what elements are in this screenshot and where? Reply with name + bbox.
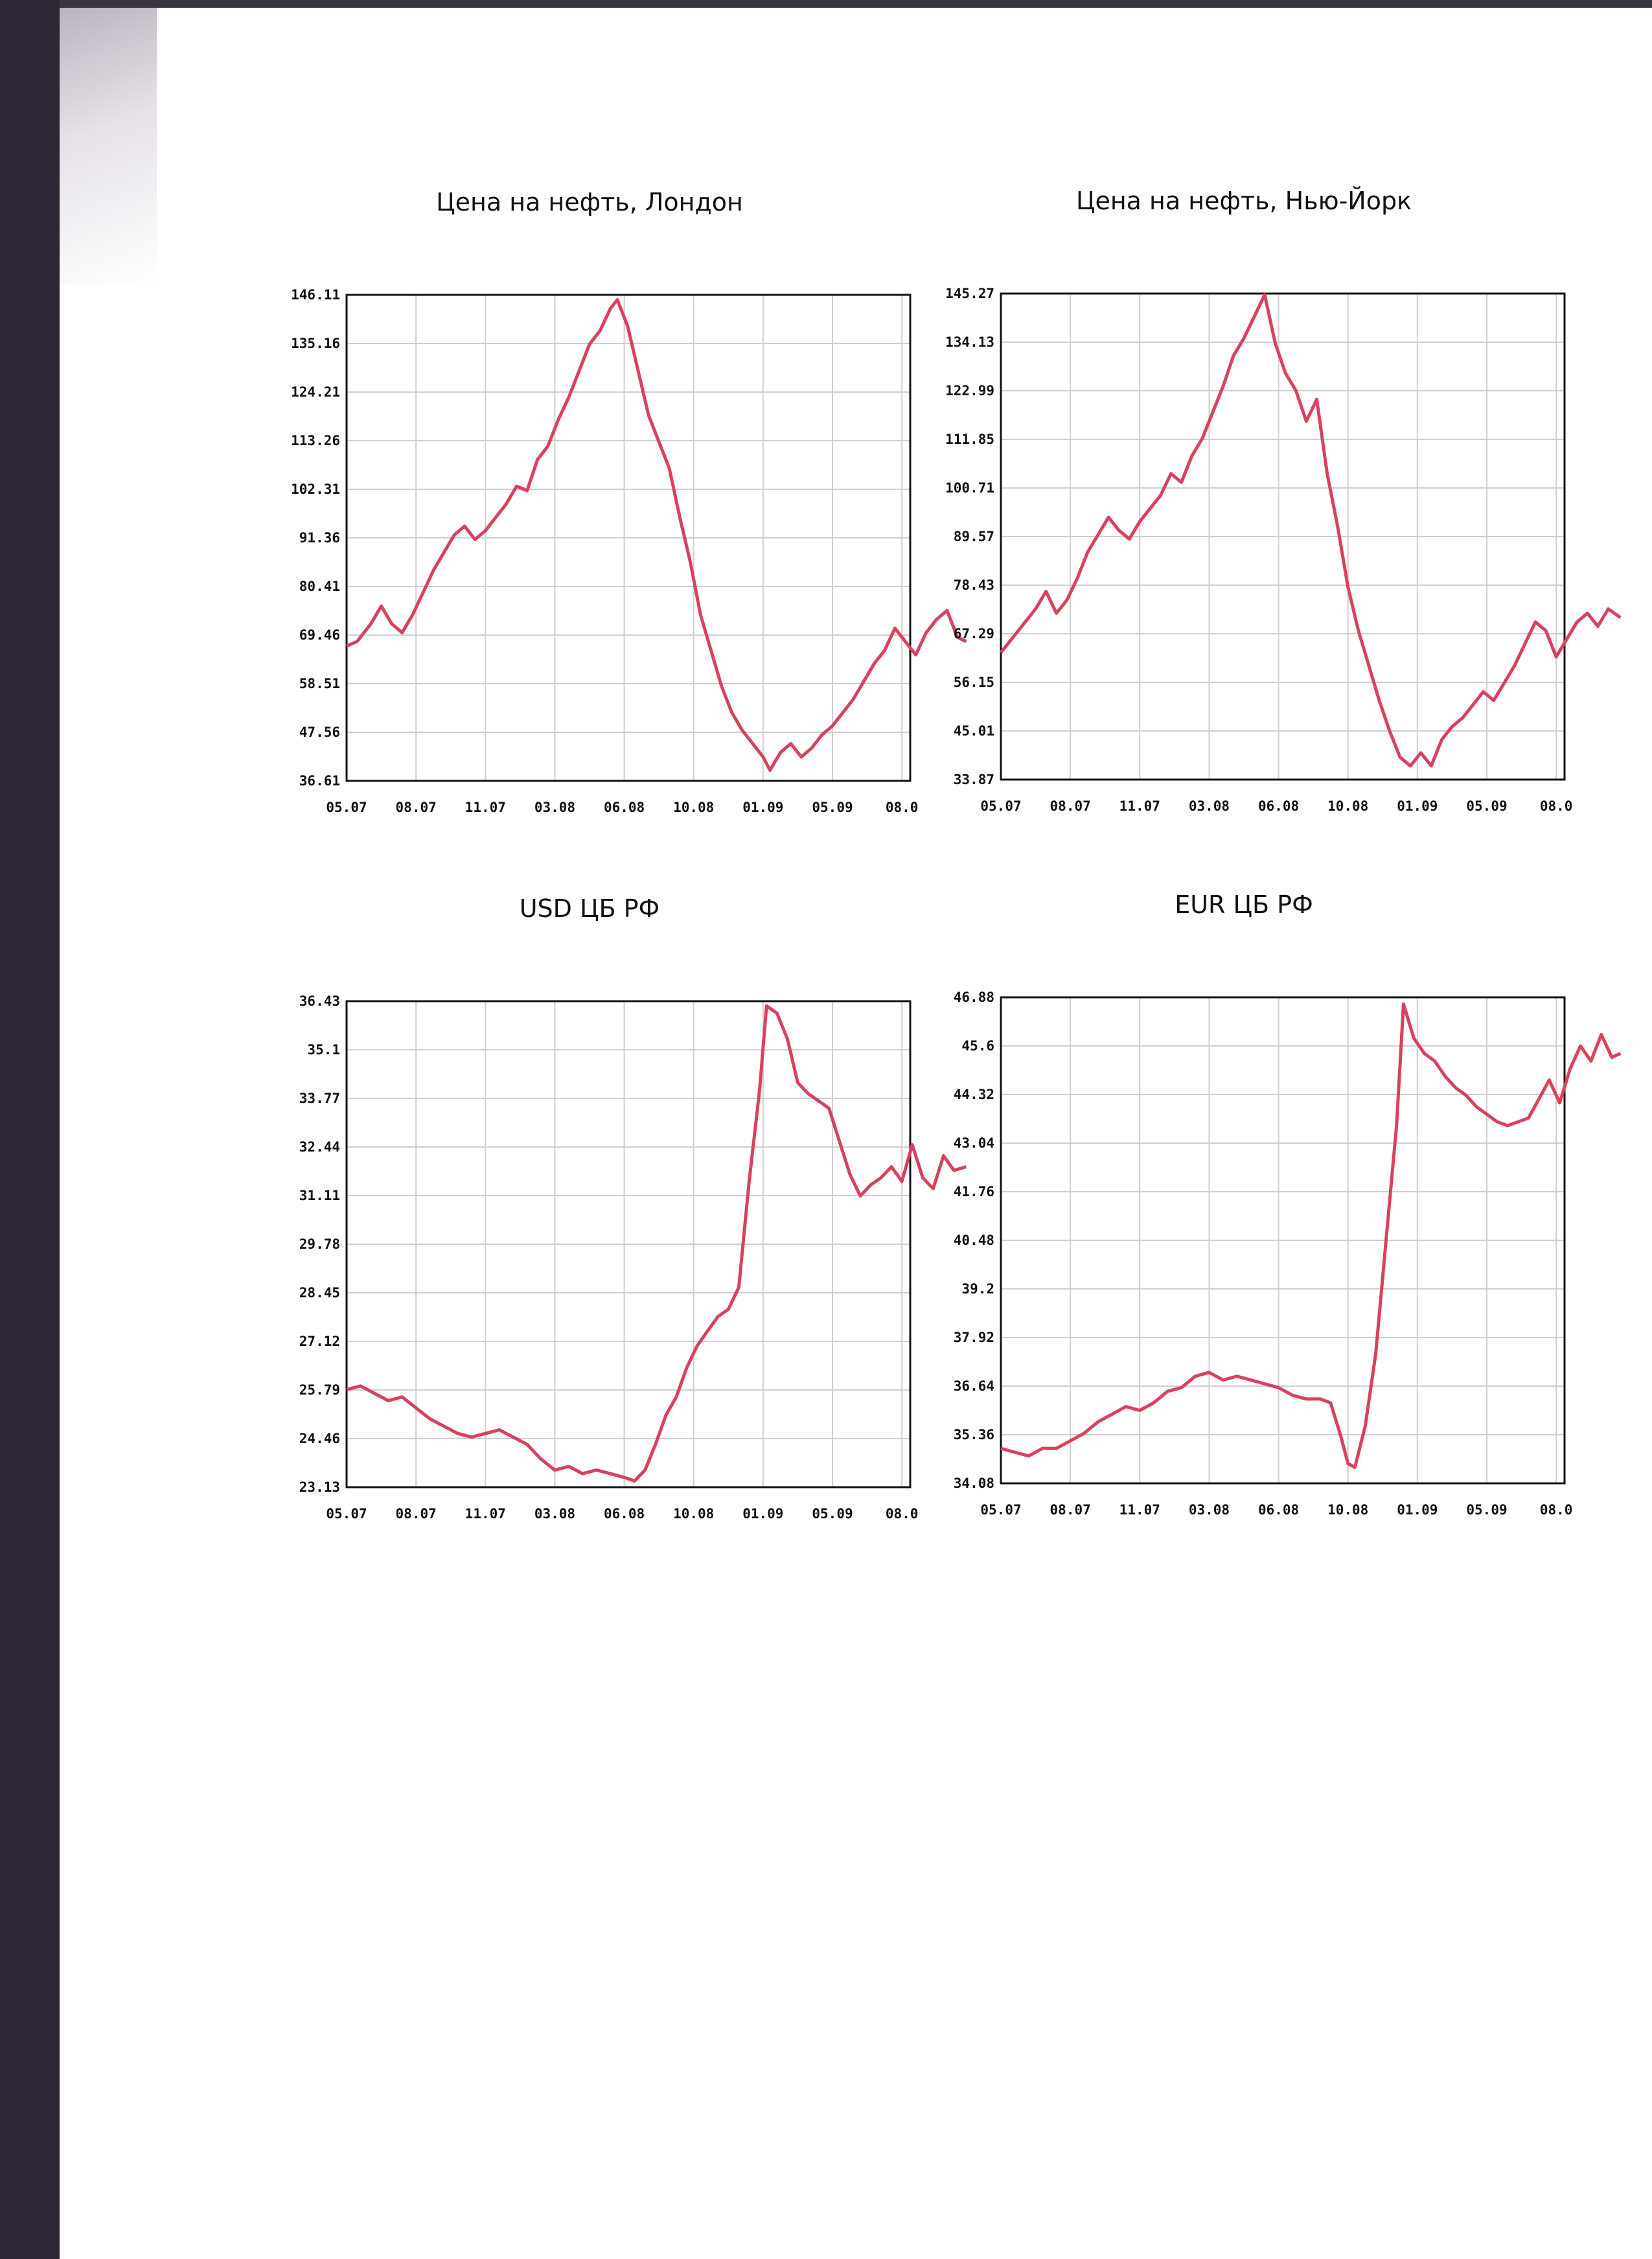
y-tick-label: 36.64 (953, 1378, 994, 1394)
y-tick-label: 78.43 (953, 577, 994, 593)
y-tick-label: 122.99 (945, 383, 994, 399)
x-tick-label: 10.08 (673, 800, 715, 815)
x-tick-label: 05.07 (980, 798, 1022, 814)
y-tick-label: 31.11 (299, 1188, 340, 1203)
x-tick-label: 06.08 (603, 1506, 645, 1522)
series-line (1001, 1004, 1620, 1468)
y-tick-label: 36.61 (299, 773, 340, 789)
y-tick-label: 113.26 (291, 433, 340, 448)
x-tick-label: 06.08 (1257, 798, 1300, 814)
x-tick-label: 10.08 (1327, 1502, 1369, 1518)
chart-panel-eur (920, 890, 1573, 1551)
y-tick-label: 69.46 (299, 627, 340, 643)
y-tick-label: 44.32 (953, 1087, 994, 1102)
chart-title: USD ЦБ РФ (519, 894, 660, 923)
y-tick-label: 134.13 (945, 334, 994, 350)
y-tick-label: 111.85 (945, 432, 994, 447)
y-tick-label: 37.92 (953, 1330, 994, 1345)
y-tick-label: 39.2 (961, 1281, 994, 1297)
x-tick-label: 06.08 (1257, 1502, 1300, 1518)
x-tick-label: 05.09 (1466, 1502, 1508, 1518)
y-tick-label: 45.01 (953, 723, 994, 739)
y-tick-label: 46.88 (953, 990, 994, 1005)
x-tick-label: 03.08 (1188, 798, 1230, 814)
x-tick-label: 01.09 (1397, 798, 1438, 814)
y-tick-label: 41.76 (953, 1184, 994, 1199)
x-tick-label: 05.07 (326, 800, 367, 815)
x-tick-label: 11.07 (1119, 798, 1160, 814)
y-tick-label: 102.31 (291, 481, 340, 497)
x-tick-label: 10.08 (1327, 798, 1369, 814)
y-tick-label: 47.56 (299, 724, 340, 740)
chart-brent-svg (266, 253, 919, 849)
y-tick-label: 32.44 (299, 1139, 340, 1155)
series-line (1001, 295, 1620, 766)
y-tick-label: 58.51 (299, 676, 340, 691)
x-tick-label: 08.07 (1050, 1502, 1091, 1518)
x-tick-label: 03.08 (534, 800, 576, 815)
x-tick-label: 05.09 (1466, 798, 1508, 814)
scan-shadow-corner (60, 0, 157, 285)
chart-panel-brent (266, 188, 919, 849)
y-tick-label: 146.11 (291, 287, 340, 303)
series-line (347, 1006, 966, 1481)
y-tick-label: 135.16 (291, 336, 340, 351)
x-tick-label: 05.09 (812, 800, 853, 815)
x-tick-label: 11.07 (465, 1506, 506, 1522)
chart-panel-usd (266, 894, 919, 1555)
y-tick-label: 23.13 (299, 1479, 340, 1495)
x-tick-label: 01.09 (1397, 1502, 1438, 1518)
scan-shadow-top (60, 0, 1652, 8)
x-tick-label: 08.07 (395, 800, 437, 815)
y-tick-label: 89.57 (953, 529, 994, 544)
y-tick-label: 145.27 (945, 286, 994, 301)
y-tick-label: 24.46 (299, 1431, 340, 1446)
x-tick-label: 08.07 (1050, 798, 1091, 814)
y-tick-label: 33.77 (299, 1091, 340, 1106)
y-tick-label: 34.08 (953, 1476, 994, 1491)
x-tick-label: 01.09 (742, 800, 784, 815)
y-tick-label: 67.29 (953, 626, 994, 642)
series-line (347, 300, 966, 770)
x-tick-label: 11.07 (1119, 1502, 1160, 1518)
chart-usd-svg (266, 959, 919, 1555)
chart-eur-svg (920, 955, 1573, 1551)
x-tick-label: 05.07 (326, 1506, 367, 1522)
y-tick-label: 35.1 (307, 1042, 340, 1058)
y-tick-label: 28.45 (299, 1285, 340, 1301)
x-tick-label: 08.0 (1539, 798, 1573, 814)
chart-title: Цена на нефть, Лондон (436, 188, 743, 216)
x-tick-label: 08.0 (885, 800, 919, 815)
x-tick-label: 03.08 (534, 1506, 576, 1522)
y-tick-label: 56.15 (953, 675, 994, 690)
y-tick-label: 25.79 (299, 1382, 340, 1398)
x-tick-label: 08.0 (1539, 1502, 1573, 1518)
x-tick-label: 08.0 (885, 1506, 919, 1522)
y-tick-label: 91.36 (299, 530, 340, 546)
x-tick-label: 01.09 (742, 1506, 784, 1522)
x-tick-label: 03.08 (1188, 1502, 1230, 1518)
y-tick-label: 33.87 (953, 772, 994, 787)
y-tick-label: 45.6 (961, 1038, 994, 1054)
y-tick-label: 43.04 (953, 1135, 994, 1151)
chart-wti-svg (920, 251, 1573, 848)
y-tick-label: 36.43 (299, 993, 340, 1009)
x-tick-label: 11.07 (465, 800, 506, 815)
y-tick-label: 80.41 (299, 579, 340, 594)
chart-title: Цена на нефть, Нью-Йорк (1075, 187, 1412, 215)
y-tick-label: 27.12 (299, 1334, 340, 1349)
chart-panel-wti (920, 187, 1573, 848)
x-tick-label: 06.08 (603, 800, 645, 815)
x-tick-label: 08.07 (395, 1506, 437, 1522)
x-tick-label: 05.07 (980, 1502, 1022, 1518)
x-tick-label: 10.08 (673, 1506, 715, 1522)
x-tick-label: 05.09 (812, 1506, 853, 1522)
y-tick-label: 40.48 (953, 1233, 994, 1248)
y-tick-label: 35.36 (953, 1427, 994, 1442)
y-tick-label: 100.71 (945, 480, 994, 496)
y-tick-label: 29.78 (299, 1236, 340, 1252)
scan-shadow-left (0, 0, 60, 2259)
y-tick-label: 124.21 (291, 384, 340, 400)
chart-title: EUR ЦБ РФ (1175, 890, 1313, 919)
